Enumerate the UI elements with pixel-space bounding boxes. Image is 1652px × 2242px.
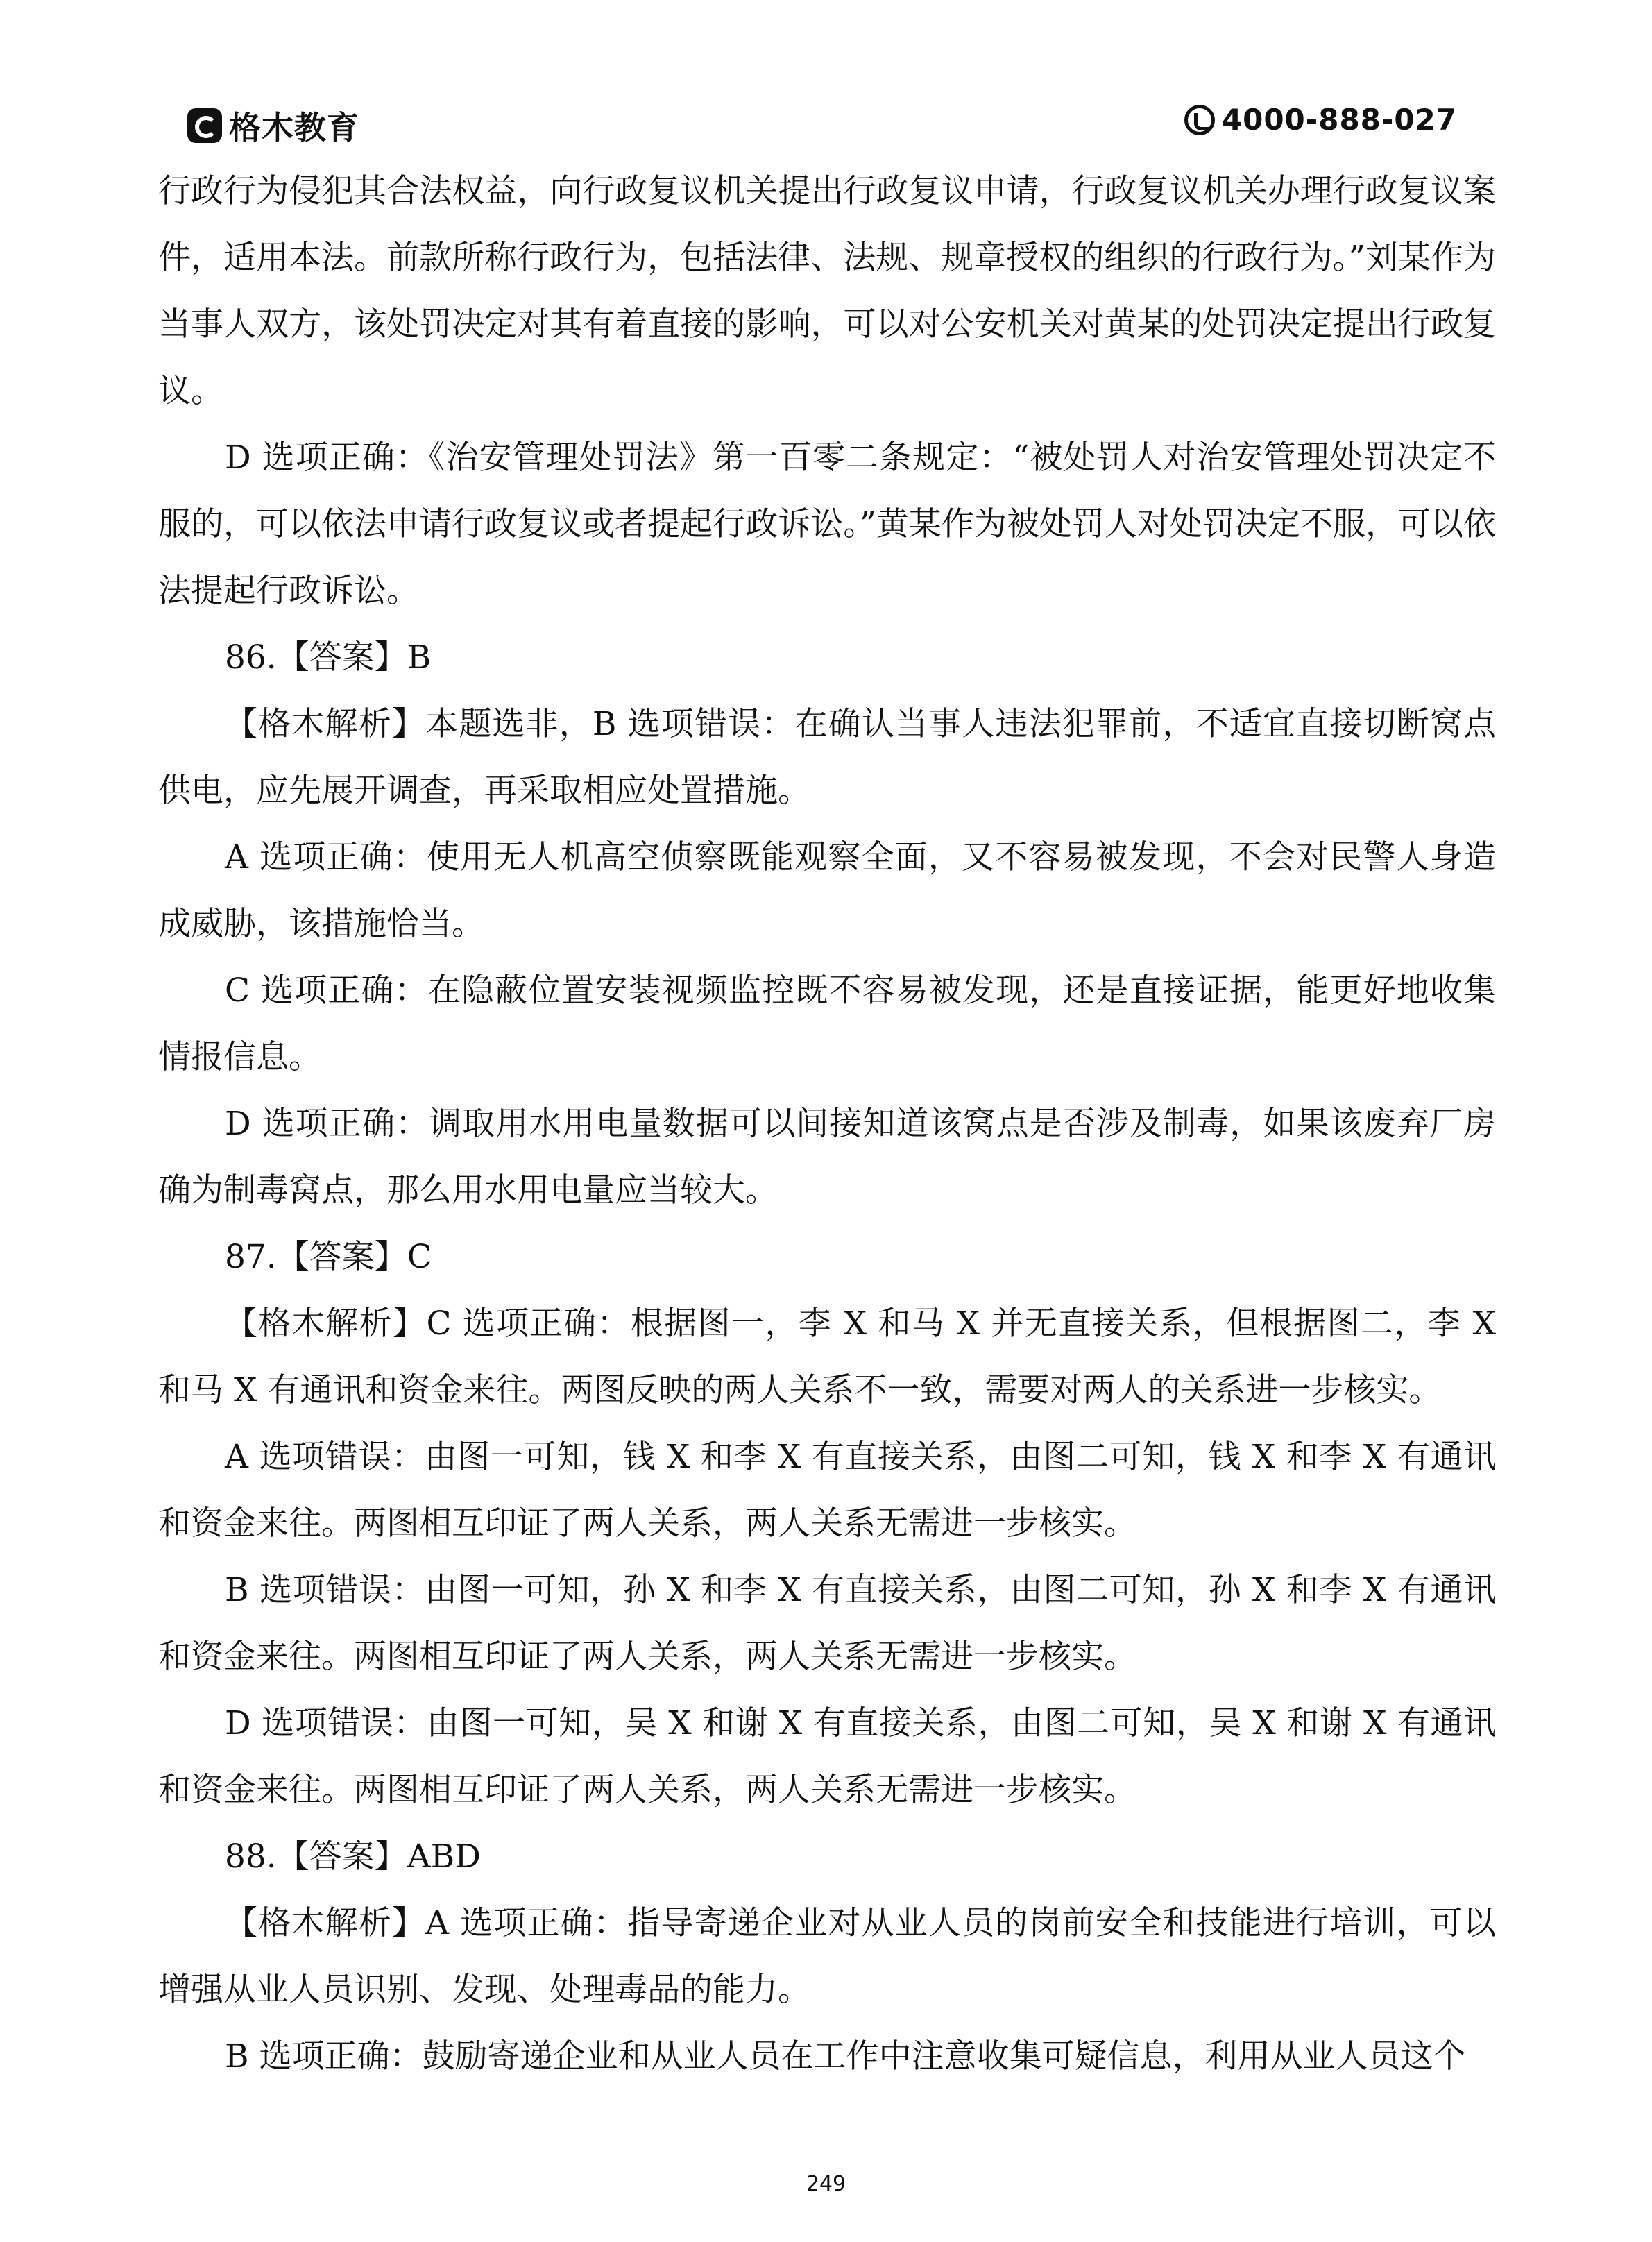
paragraph-option-a-87: A 选项错误：由图一可知，钱 X 和李 X 有直接关系，由图二可知，钱 X 和李 X 有通讯和资金来往。两图相互印证了两人关系，两人关系无需进一步核实。 [158, 1438, 1496, 1543]
phone-icon [1184, 105, 1215, 135]
paragraph-option-a-86: A 选项正确：使用无人机高空侦察既能观察全面，又不容易被发现，不会对民警人身造成威胁，该措施恰当。 [158, 838, 1496, 943]
paragraph-option-b-88: B 选项正确：鼓励寄递企业和从业人员在工作中注意收集可疑信息，利用从业人员这个 [225, 2037, 1466, 2075]
document-body [158, 158, 1496, 2090]
paragraph-continuation: 行政行为侵犯其合法权益，向行政复议机关提出行政复议申请，行政复议机关办理行政复议案件，适用本法。前款所称行政行为，包括法律、法规、规章授权的组织的行政行为。”刘某作为当事人双方，该处罚决定对其有着直接的影响，可以对公安机关对黄某的处罚决定提出行政复议。 [158, 172, 1496, 410]
analysis-87: 【格木解析】C 选项正确：根据图一，李 X 和马 X 并无直接关系，但根据图二，李 X 和马 X 有通讯和资金来往。两图反映的两人关系不一致，需要对两人的关系进一步核实。 [158, 1305, 1496, 1409]
page-header [187, 97, 1457, 153]
paragraph-option-b-87: B 选项错误：由图一可知，孙 X 和李 X 有直接关系，由图二可知，孙 X 和李 X 有通讯和资金来往。两图相互印证了两人关系，两人关系无需进一步核实。 [158, 1571, 1496, 1676]
answer-86: 86.【答案】B [225, 638, 432, 677]
answer-88: 88.【答案】ABD [225, 1837, 481, 1876]
answer-87: 87.【答案】C [225, 1238, 432, 1276]
hotline-number: 4000-888-027 [1221, 103, 1457, 137]
page-number: 249 [806, 2172, 846, 2196]
paragraph-option-d-86: D 选项正确：调取用水用电量数据可以间接知道该窝点是否涉及制毒，如果该废弃厂房确为制毒窝点，那么用水用电量应当较大。 [158, 1105, 1496, 1209]
paragraph-option-c-86: C 选项正确：在隐蔽位置安装视频监控既不容易被发现，还是直接证据，能更好地收集情报信息。 [158, 971, 1496, 1076]
hotline [1184, 103, 1457, 137]
analysis-86: 【格木解析】本题选非，B 选项错误：在确认当事人违法犯罪前，不适宜直接切断窝点供电，应先展开调查，再采取相应处置措施。 [158, 705, 1496, 810]
logo-icon [187, 108, 222, 143]
brand-logo [187, 103, 359, 148]
paragraph-option-d-85: D 选项正确：《治安管理处罚法》第一百零二条规定：“被处罚人对治安管理处罚决定不服的，可以依法申请行政复议或者提起行政诉讼。”黄某作为被处罚人对处罚决定不服，可以依法提起行政诉讼。 [158, 439, 1496, 610]
analysis-88: 【格木解析】A 选项正确：指导寄递企业对从业人员的岗前安全和技能进行培训，可以增强从业人员识别、发现、处理毒品的能力。 [158, 1904, 1496, 2009]
paragraph-option-d-87: D 选项错误：由图一可知，吴 X 和谢 X 有直接关系，由图二可知，吴 X 和谢 X 有通讯和资金来往。两图相互印证了两人关系，两人关系无需进一步核实。 [158, 1704, 1496, 1809]
logo-text: 格木教育 [229, 109, 359, 146]
